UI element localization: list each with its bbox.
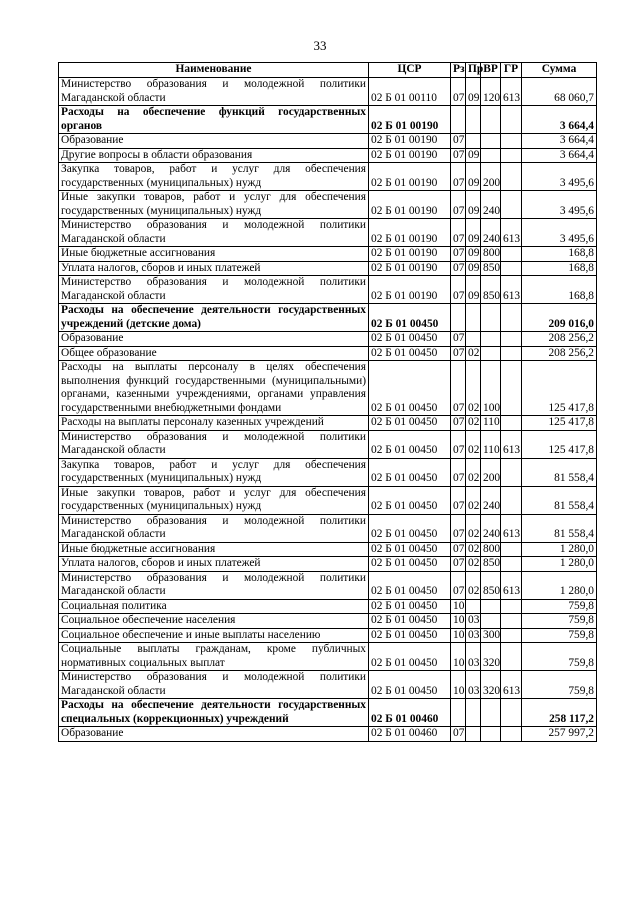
row-rz <box>451 699 466 727</box>
row-pr: 03 <box>466 671 481 699</box>
row-pr <box>466 699 481 727</box>
row-pr: 09 <box>466 276 481 304</box>
budget-table <box>58 62 597 742</box>
row-gr <box>501 134 522 149</box>
row-sum: 208 256,2 <box>522 346 597 361</box>
row-rz: 07 <box>451 219 466 247</box>
row-pr <box>466 106 481 134</box>
table-row <box>59 458 597 486</box>
row-rz: 07 <box>451 557 466 572</box>
row-vr <box>481 599 501 614</box>
row-gr: 613 <box>501 671 522 699</box>
row-name: Расходы на выплаты персоналу в целях обеспечения выполнения функций государственными (муниципальными) органами, казенными учреждениями, органами управления государственными внебюджетными фондами <box>59 361 369 416</box>
row-name: Образование <box>59 332 369 347</box>
row-vr <box>481 148 501 163</box>
row-gr: 613 <box>501 219 522 247</box>
row-name: Министерство образования и молодежной политики Магаданской области <box>59 78 369 106</box>
row-rz: 07 <box>451 261 466 276</box>
row-sum: 3 495,6 <box>522 191 597 219</box>
table-row <box>59 346 597 361</box>
row-code: 02 Б 01 00190 <box>369 247 451 262</box>
row-name: Социальная политика <box>59 599 369 614</box>
row-gr: 613 <box>501 514 522 542</box>
table-row <box>59 542 597 557</box>
row-code: 02 Б 01 00110 <box>369 78 451 106</box>
table-row <box>59 191 597 219</box>
row-gr <box>501 332 522 347</box>
row-name: Образование <box>59 727 369 742</box>
row-code: 02 Б 01 00190 <box>369 261 451 276</box>
table-row <box>59 571 597 599</box>
row-pr: 09 <box>466 148 481 163</box>
row-gr <box>501 643 522 671</box>
row-name: Уплата налогов, сборов и иных платежей <box>59 557 369 572</box>
table-header <box>59 63 597 78</box>
row-name: Иные бюджетные ассигнования <box>59 247 369 262</box>
table-row <box>59 599 597 614</box>
row-rz: 07 <box>451 346 466 361</box>
row-code: 02 Б 01 00450 <box>369 614 451 629</box>
row-code: 02 Б 01 00190 <box>369 276 451 304</box>
row-vr <box>481 699 501 727</box>
row-code: 02 Б 01 00450 <box>369 361 451 416</box>
header-sum: Сумма <box>522 63 597 78</box>
row-rz: 07 <box>451 458 466 486</box>
row-gr <box>501 304 522 332</box>
row-pr: 03 <box>466 614 481 629</box>
row-vr: 850 <box>481 557 501 572</box>
row-pr: 02 <box>466 557 481 572</box>
row-pr: 02 <box>466 486 481 514</box>
header-vr: ВР <box>481 63 501 78</box>
row-name: Расходы на обеспечение деятельности государственных специальных (коррекционных) учреждений <box>59 699 369 727</box>
row-vr: 850 <box>481 571 501 599</box>
row-sum: 81 558,4 <box>522 514 597 542</box>
row-vr: 240 <box>481 486 501 514</box>
row-code: 02 Б 01 00450 <box>369 643 451 671</box>
row-pr: 09 <box>466 247 481 262</box>
table-row <box>59 416 597 431</box>
row-vr: 320 <box>481 671 501 699</box>
row-rz: 07 <box>451 416 466 431</box>
row-pr: 02 <box>466 430 481 458</box>
row-sum: 759,8 <box>522 643 597 671</box>
row-gr <box>501 628 522 643</box>
row-name: Расходы на обеспечение функций государственных органов <box>59 106 369 134</box>
row-code: 02 Б 01 00450 <box>369 458 451 486</box>
row-pr: 02 <box>466 542 481 557</box>
table-row <box>59 276 597 304</box>
row-pr: 09 <box>466 78 481 106</box>
row-pr <box>466 599 481 614</box>
row-sum: 125 417,8 <box>522 430 597 458</box>
row-code: 02 Б 01 00450 <box>369 332 451 347</box>
row-gr <box>501 191 522 219</box>
row-vr: 200 <box>481 458 501 486</box>
row-vr <box>481 332 501 347</box>
row-sum: 759,8 <box>522 628 597 643</box>
row-rz: 07 <box>451 148 466 163</box>
row-vr: 850 <box>481 261 501 276</box>
table-body <box>59 78 597 742</box>
row-vr: 800 <box>481 247 501 262</box>
row-vr: 110 <box>481 430 501 458</box>
row-gr <box>501 727 522 742</box>
row-code: 02 Б 01 00190 <box>369 134 451 149</box>
row-gr <box>501 261 522 276</box>
row-name: Расходы на обеспечение деятельности государственных учреждений (детские дома) <box>59 304 369 332</box>
row-gr <box>501 614 522 629</box>
table-row <box>59 557 597 572</box>
row-sum: 125 417,8 <box>522 416 597 431</box>
row-pr: 02 <box>466 514 481 542</box>
row-code: 02 Б 01 00450 <box>369 486 451 514</box>
row-gr <box>501 247 522 262</box>
row-code: 02 Б 01 00460 <box>369 727 451 742</box>
row-name: Социальное обеспечение и иные выплаты населению <box>59 628 369 643</box>
row-vr: 320 <box>481 643 501 671</box>
row-vr <box>481 346 501 361</box>
page-number: 33 <box>313 38 327 53</box>
table-row <box>59 643 597 671</box>
row-gr <box>501 542 522 557</box>
row-name: Социальное обеспечение населения <box>59 614 369 629</box>
header-row <box>59 63 597 78</box>
row-sum: 257 997,2 <box>522 727 597 742</box>
row-gr: 613 <box>501 571 522 599</box>
table-row <box>59 430 597 458</box>
row-vr: 300 <box>481 628 501 643</box>
row-code: 02 Б 01 00460 <box>369 699 451 727</box>
row-vr: 100 <box>481 361 501 416</box>
row-name: Уплата налогов, сборов и иных платежей <box>59 261 369 276</box>
row-pr: 02 <box>466 458 481 486</box>
row-gr <box>501 416 522 431</box>
table-row <box>59 247 597 262</box>
row-pr: 09 <box>466 261 481 276</box>
row-name: Министерство образования и молодежной политики Магаданской области <box>59 219 369 247</box>
row-pr: 02 <box>466 361 481 416</box>
row-vr: 200 <box>481 163 501 191</box>
row-name: Другие вопросы в области образования <box>59 148 369 163</box>
row-rz: 07 <box>451 78 466 106</box>
row-rz: 07 <box>451 486 466 514</box>
row-name: Иные закупки товаров, работ и услуг для обеспечения государственных (муниципальных) нужд <box>59 191 369 219</box>
row-pr: 09 <box>466 219 481 247</box>
row-code: 02 Б 01 00450 <box>369 304 451 332</box>
row-sum: 1 280,0 <box>522 542 597 557</box>
row-pr: 09 <box>466 163 481 191</box>
row-pr: 02 <box>466 416 481 431</box>
table-row <box>59 78 597 106</box>
row-code: 02 Б 01 00190 <box>369 219 451 247</box>
row-rz: 07 <box>451 134 466 149</box>
row-vr: 110 <box>481 416 501 431</box>
row-code: 02 Б 01 00190 <box>369 106 451 134</box>
row-vr <box>481 727 501 742</box>
row-vr: 240 <box>481 191 501 219</box>
row-sum: 1 280,0 <box>522 571 597 599</box>
row-name: Министерство образования и молодежной политики Магаданской области <box>59 514 369 542</box>
table-row <box>59 332 597 347</box>
row-rz: 10 <box>451 643 466 671</box>
row-sum: 68 060,7 <box>522 78 597 106</box>
row-name: Иные закупки товаров, работ и услуг для обеспечения государственных (муниципальных) нужд <box>59 486 369 514</box>
row-name: Министерство образования и молодежной политики Магаданской области <box>59 671 369 699</box>
table-row <box>59 261 597 276</box>
row-sum: 168,8 <box>522 261 597 276</box>
table-row <box>59 628 597 643</box>
row-code: 02 Б 01 00450 <box>369 346 451 361</box>
row-vr <box>481 304 501 332</box>
row-rz: 07 <box>451 191 466 219</box>
row-rz: 07 <box>451 332 466 347</box>
row-rz: 10 <box>451 614 466 629</box>
row-name: Социальные выплаты гражданам, кроме публичных нормативных социальных выплат <box>59 643 369 671</box>
table-row <box>59 699 597 727</box>
row-vr: 850 <box>481 276 501 304</box>
row-code: 02 Б 01 00190 <box>369 148 451 163</box>
row-sum: 3 664,4 <box>522 148 597 163</box>
row-rz: 10 <box>451 671 466 699</box>
row-code: 02 Б 01 00450 <box>369 599 451 614</box>
row-code: 02 Б 01 00450 <box>369 542 451 557</box>
row-code: 02 Б 01 00450 <box>369 416 451 431</box>
row-gr <box>501 599 522 614</box>
table-row <box>59 219 597 247</box>
row-sum: 3 664,4 <box>522 134 597 149</box>
row-code: 02 Б 01 00450 <box>369 571 451 599</box>
row-name: Закупка товаров, работ и услуг для обеспечения государственных (муниципальных) нужд <box>59 163 369 191</box>
row-vr: 120 <box>481 78 501 106</box>
row-sum: 759,8 <box>522 599 597 614</box>
row-code: 02 Б 01 00450 <box>369 430 451 458</box>
row-code: 02 Б 01 00190 <box>369 163 451 191</box>
row-gr <box>501 106 522 134</box>
row-pr: 03 <box>466 643 481 671</box>
row-vr: 240 <box>481 219 501 247</box>
row-name: Образование <box>59 134 369 149</box>
row-rz: 07 <box>451 361 466 416</box>
table-row <box>59 163 597 191</box>
header-pr: Пр <box>466 63 481 78</box>
row-vr: 240 <box>481 514 501 542</box>
row-pr <box>466 134 481 149</box>
row-rz: 07 <box>451 571 466 599</box>
row-name: Министерство образования и молодежной политики Магаданской области <box>59 430 369 458</box>
header-name: Наименование <box>59 63 369 78</box>
row-rz: 07 <box>451 430 466 458</box>
row-name: Закупка товаров, работ и услуг для обеспечения государственных (муниципальных) нужд <box>59 458 369 486</box>
row-gr <box>501 148 522 163</box>
row-sum: 81 558,4 <box>522 486 597 514</box>
row-gr <box>501 486 522 514</box>
row-code: 02 Б 01 00450 <box>369 557 451 572</box>
row-rz: 07 <box>451 514 466 542</box>
header-gr: ГР <box>501 63 522 78</box>
row-gr <box>501 361 522 416</box>
row-sum: 759,8 <box>522 671 597 699</box>
row-name: Расходы на выплаты персоналу казенных учреждений <box>59 416 369 431</box>
row-pr: 09 <box>466 191 481 219</box>
row-pr: 02 <box>466 346 481 361</box>
row-rz: 10 <box>451 599 466 614</box>
row-rz: 10 <box>451 628 466 643</box>
row-sum: 81 558,4 <box>522 458 597 486</box>
row-sum: 258 117,2 <box>522 699 597 727</box>
table-row <box>59 148 597 163</box>
row-vr <box>481 134 501 149</box>
header-code: ЦСР <box>369 63 451 78</box>
row-rz: 07 <box>451 247 466 262</box>
row-rz <box>451 106 466 134</box>
row-sum: 125 417,8 <box>522 361 597 416</box>
row-sum: 3 664,4 <box>522 106 597 134</box>
row-pr <box>466 727 481 742</box>
row-vr: 800 <box>481 542 501 557</box>
table-row <box>59 134 597 149</box>
row-pr <box>466 304 481 332</box>
row-gr: 613 <box>501 78 522 106</box>
row-gr <box>501 458 522 486</box>
header-rz: Рз <box>451 63 466 78</box>
table-row <box>59 486 597 514</box>
row-gr <box>501 163 522 191</box>
row-vr <box>481 614 501 629</box>
row-code: 02 Б 01 00450 <box>369 514 451 542</box>
row-rz: 07 <box>451 542 466 557</box>
row-sum: 168,8 <box>522 247 597 262</box>
row-gr <box>501 346 522 361</box>
table-row <box>59 614 597 629</box>
row-pr: 02 <box>466 571 481 599</box>
row-pr <box>466 332 481 347</box>
row-name: Общее образование <box>59 346 369 361</box>
row-sum: 208 256,2 <box>522 332 597 347</box>
row-sum: 209 016,0 <box>522 304 597 332</box>
row-name: Иные бюджетные ассигнования <box>59 542 369 557</box>
row-sum: 3 495,6 <box>522 219 597 247</box>
row-gr: 613 <box>501 276 522 304</box>
table-row <box>59 671 597 699</box>
row-sum: 759,8 <box>522 614 597 629</box>
row-rz: 07 <box>451 276 466 304</box>
row-code: 02 Б 01 00450 <box>369 628 451 643</box>
table-row <box>59 361 597 416</box>
row-sum: 168,8 <box>522 276 597 304</box>
row-gr <box>501 699 522 727</box>
row-rz: 07 <box>451 163 466 191</box>
row-vr <box>481 106 501 134</box>
table-row <box>59 304 597 332</box>
row-rz <box>451 304 466 332</box>
table-row <box>59 514 597 542</box>
row-code: 02 Б 01 00190 <box>369 191 451 219</box>
row-sum: 1 280,0 <box>522 557 597 572</box>
row-code: 02 Б 01 00450 <box>369 671 451 699</box>
row-name: Министерство образования и молодежной политики Магаданской области <box>59 276 369 304</box>
row-gr <box>501 557 522 572</box>
table-row <box>59 727 597 742</box>
row-gr: 613 <box>501 430 522 458</box>
row-sum: 3 495,6 <box>522 163 597 191</box>
row-pr: 03 <box>466 628 481 643</box>
row-rz: 07 <box>451 727 466 742</box>
row-name: Министерство образования и молодежной политики Магаданской области <box>59 571 369 599</box>
table-row <box>59 106 597 134</box>
